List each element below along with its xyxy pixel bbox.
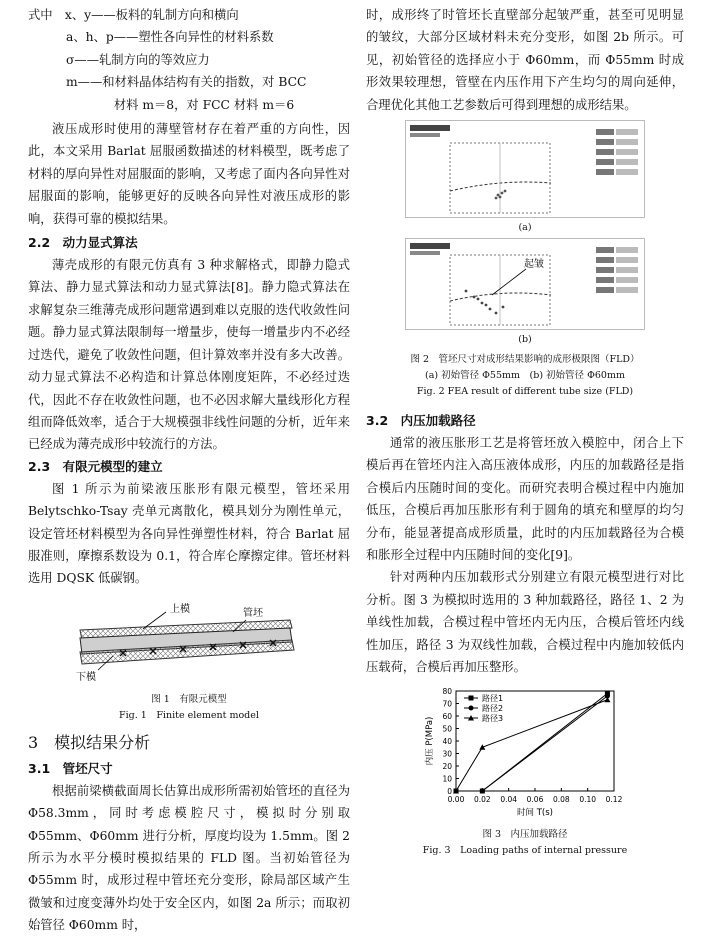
section-2-2-heading: 2.2 动力显式算法 xyxy=(28,235,138,251)
label-lower-die: 下模 xyxy=(76,671,96,683)
paragraph-comparison: 针对两种内压加载形式分别建立有限元模型进行对比分析。图 3 为模拟时选用的 3 种加载路径，路径 1、2 为单线性加载，合模过程中管坯内无内压，合模后管坯内线性加压，路径 3 为双线性加载，合模过程中内施加较低内压载荷，合模后再加压整形。 xyxy=(366,570,684,675)
figure-2 xyxy=(405,120,645,348)
fld-plot-b-svg xyxy=(406,239,644,329)
figure-2-caption-sub: (a) 初始管径 Φ55mm (b) 初始管径 Φ60mm xyxy=(425,370,625,382)
series-3-point xyxy=(479,744,485,750)
x-tick-label: 0.00 xyxy=(447,794,465,804)
paragraph-tube-size: 根据前梁横截面周长估算出成形所需初始管坯的直径为 Φ58.3mm，同时考虑模腔尺寸，模拟时分别取 Φ55mm、Φ60mm 进行分析，厚度均设为 1.5mm。图 2 所示为水平分模时模拟结果的 FLD 图。当初始管径为 Φ55mm 时，成形过程中管坯充分变形，除局部区域产生微皱和过度变薄外均处于安全区内，如图 2a 所示；而取初始管径 Φ60mm 时， xyxy=(28,783,350,933)
fld-plot-a xyxy=(405,120,645,218)
figure-1-caption-en: Fig. 1 Finite element model xyxy=(119,709,259,721)
symbol-line-4: m——和材料晶体结构有关的指数，对 BCC xyxy=(66,75,307,90)
section-2-3-heading: 2.3 有限元模型的建立 xyxy=(28,458,163,474)
paragraph-barlat: 液压成形时使用的薄壁管材存在着严重的方向性，因此，本文采用 Barlat 屈服函数描述的材料模型，既考虑了材料的厚向异性对屈服面的影响，又考虑了面内各向异性对屈服面的影响，能够更好的反映各向异性对液压成形的影响，获得可靠的模拟结果。 xyxy=(28,122,350,226)
paragraph-fe-model: 图 1 所示为前梁液压胀形有限元模型，管坯采用 Belytschko-Tsay 壳单元离散化，模具划分为刚性单元，设定管坯材料模型为各向异性弹塑性材料，符合 Barlat 屈服准则，摩擦系数设为 0.1，符合库仑摩擦定律。管坯材料选用 DQSK 低碳钢。 xyxy=(28,481,350,586)
section-3-1-heading: 3.1 管坯尺寸 xyxy=(28,760,113,776)
symbol-line-5: 材料 m＝8，对 FCC 材料 m＝6 xyxy=(113,97,295,112)
figure-2-caption-cn: 图 2 管坯尺寸对成形结果影响的成形极限图（FLD） xyxy=(410,354,640,366)
figure-2-caption-en: Fig. 2 FEA result of different tube size (FLD) xyxy=(416,386,634,398)
label-upper-die: 上模 xyxy=(170,603,190,615)
figure-1 xyxy=(28,596,350,684)
fld-plot-a-svg xyxy=(406,121,644,217)
figure-1-caption-cn: 图 1 有限元模型 xyxy=(151,693,227,705)
legend-label-3: 路径3 xyxy=(482,713,504,723)
finite-element-model-drawing xyxy=(28,596,350,684)
figure-3-caption-cn: 图 3 内压加载路径 xyxy=(482,828,568,840)
x-tick-label: 0.02 xyxy=(473,794,491,804)
symbol-line-1: 式中 x、y——板料的轧制方向和横向 xyxy=(28,8,239,22)
fld-plot-a-label: (a) xyxy=(518,222,532,234)
paragraph-tube-size-continued: 时，成形终了时管坯长直壁部分起皱严重，甚至可见明显的皱纹，大部分区域材料未充分变形，如图 2b 所示。可见，初始管径的选择应小于 Φ60mm，而 Φ55mm 时成形效果较理想，管壁在内压作用下产生均匀的周向延伸，合理优化其他工艺参数后可得到理想的成形结果。 xyxy=(366,8,684,112)
fld-plot-b-label: (b) xyxy=(518,334,532,346)
y-tick-label: 30 xyxy=(442,749,452,758)
x-tick-label: 0.12 xyxy=(605,794,623,804)
y-axis-label: 内压 P(MPa) xyxy=(425,716,435,765)
legend-label-1: 路径1 xyxy=(482,693,504,703)
symbol-line-3: σ——轧制方向的等效应力 xyxy=(66,52,210,67)
x-tick-label: 0.04 xyxy=(500,794,518,804)
y-tick-label: 70 xyxy=(442,699,452,708)
paragraph-loading-path: 通常的液压胀形工艺是将管坯放入模腔中，闭合上下模后再在管坯内注入高压液体成形，内压的加载路径是指合模后内压随时间的变化。而研究表明合模过程中内施加低压，合模后再加压胀形有利于圆角的填充和壁厚的均匀分布，能显著提高成形质量，此时的内压加载路径为合模和胀形全过程中内压随时间的变化[9]。 xyxy=(366,436,684,563)
x-tick-label: 0.08 xyxy=(552,794,570,804)
y-tick-label: 60 xyxy=(442,711,452,721)
figure-3 xyxy=(366,687,684,821)
y-tick-label: 40 xyxy=(442,736,452,746)
paragraph-explicit-algorithm: 薄壳成形的有限元仿真有 3 种求解格式，即静力隐式算法、静力显式算法和动力显式算法[8]。静力隐式算法在求解复杂三维薄壳成形问题常遇到难以克服的迭代收敛性问题。静力显式算法限制每一增量步，使每一增量步内不必经过迭代，避免了收敛性问题，但计算效率并没有多大改善。动力显式算法不必构造和计算总体刚度矩阵，不必经过迭代，因此不存在收敛性问题，也不必因求解大量线形化方程组而降低效率，适合于大规模强非线性问题的分析，近年来已经成为薄壳成形中较流行的方法。 xyxy=(28,258,350,452)
legend-marker-2 xyxy=(469,705,474,710)
right-column xyxy=(366,0,684,859)
left-column xyxy=(28,0,350,937)
series-line-2 xyxy=(456,696,607,791)
label-tube-blank: 管坯 xyxy=(243,607,263,619)
x-axis-label: 时间 T(s) xyxy=(517,807,553,818)
y-tick-label: 0 xyxy=(447,786,452,796)
loading-path-chart xyxy=(366,687,684,821)
legend-marker-1 xyxy=(469,695,474,700)
wrinkle-label: 起皱 xyxy=(524,259,544,271)
fld-plot-b xyxy=(405,238,645,330)
section-3-heading: 3 模拟结果分析 xyxy=(28,732,151,752)
x-tick-label: 0.06 xyxy=(526,794,544,804)
series-2-point xyxy=(480,788,485,793)
y-tick-label: 10 xyxy=(442,774,452,783)
y-tick-label: 50 xyxy=(442,724,452,733)
x-tick-label: 0.10 xyxy=(579,794,597,804)
symbol-line-2: a、h、p——塑性各向异性的材料系数 xyxy=(66,30,274,45)
y-tick-label: 20 xyxy=(442,761,452,771)
y-tick-label: 80 xyxy=(442,686,452,696)
figure-3-caption-en: Fig. 3 Loading paths of internal pressure xyxy=(422,844,628,856)
legend-label-2: 路径2 xyxy=(482,703,504,713)
section-3-2-heading: 3.2 内压加载路径 xyxy=(366,413,476,429)
